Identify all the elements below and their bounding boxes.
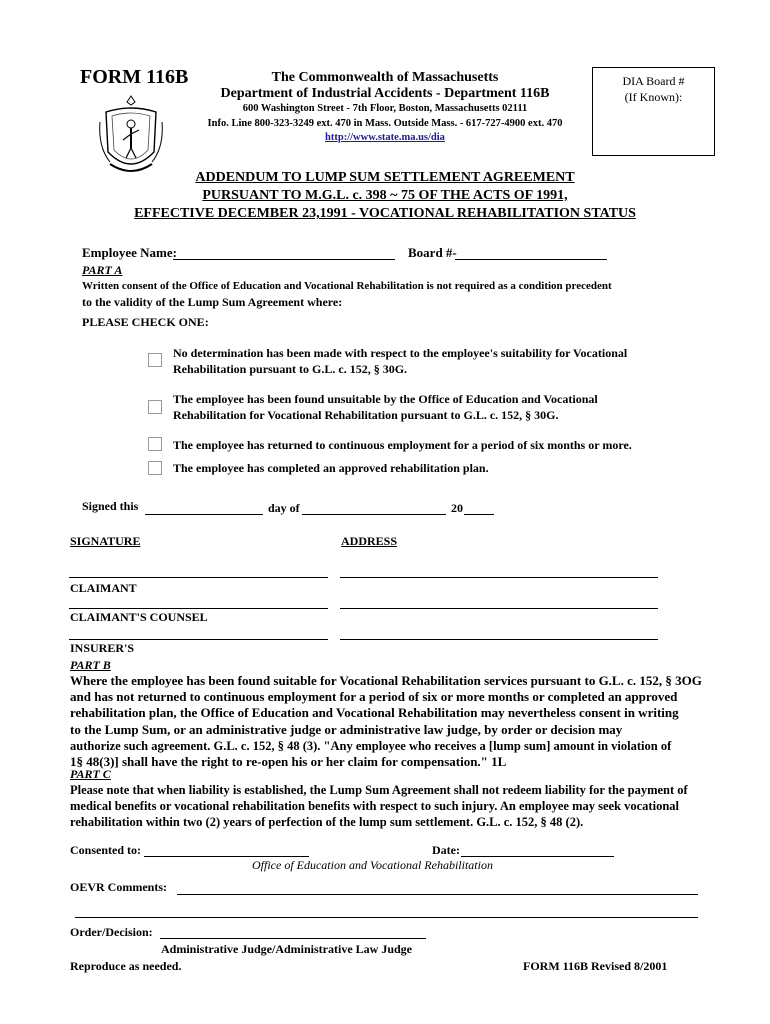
part-b-line: and has not returned to continuous employment for a period of six or more months or completed an approved [70, 689, 678, 705]
judge-caption: Administrative Judge/Administrative Law Judge [161, 942, 413, 956]
board-box-sublabel: (If Known): [624, 90, 683, 104]
claimant-label: CLAIMANT [70, 581, 137, 595]
option-1-text-line2: Rehabilitation pursuant to G.L. c. 152, § 30G. [173, 362, 408, 376]
part-c-line: Please note that when liability is established, the Lump Sum Agreement shall not redeem liability for the payment of [70, 783, 688, 797]
day-of-label: day of [268, 501, 300, 515]
option-2-checkbox[interactable] [148, 400, 162, 414]
title-line2: PURSUANT TO M.G.L. c. 398 ~ 75 OF THE ACTS OF 1991, [202, 188, 568, 203]
signed-year-field[interactable] [464, 514, 494, 515]
date-label: Date: [432, 843, 460, 857]
part-c-line: medical benefits or vocational rehabilitation benefits with respect to such injury. An employee may seek vocational [70, 799, 679, 814]
option-1-text-line1: No determination has been made with respect to the employee's suitability for Vocational [173, 346, 628, 360]
info-line: Info. Line 800-323-3249 ext. 470 in Mass. Outside Mass. - 617-727-4900 ext. 470 [207, 118, 563, 129]
insurer-address-field[interactable] [340, 639, 658, 640]
seal-icon [96, 92, 166, 180]
consented-to-label: Consented to: [70, 843, 141, 857]
part-b-line: to the Lump Sum, or an administrative judge or administrative law judge, by order or decision may [70, 721, 623, 737]
claimant-counsel-label: CLAIMANT'S COUNSEL [70, 610, 208, 624]
option-2-text-line2: Rehabilitation for Vocational Rehabilitation pursuant to G.L. c. 152, § 30G. [173, 408, 559, 422]
claimant-signature-field[interactable] [69, 577, 328, 578]
title-line3: EFFECTIVE DECEMBER 23,1991 - VOCATIONAL REHABILITATION STATUS [134, 206, 636, 221]
option-3-text: The employee has returned to continuous employment for a period of six months or more. [173, 438, 632, 452]
signed-month-field[interactable] [302, 514, 446, 515]
footer-reproduce: Reproduce as needed. [70, 959, 182, 973]
option-2-text-line1: The employee has been found unsuitable by the Office of Education and Vocational [173, 392, 598, 406]
board-number-label: Board #- [408, 245, 457, 260]
part-b-line: authorize such agreement. G.L. c. 152, § 48 (3). "Any employee who receives a [lump sum] amount in violation of [70, 738, 672, 753]
oevr-comments-label: OEVR Comments: [70, 880, 167, 894]
signature-heading: SIGNATURE [70, 534, 141, 548]
dia-board-box[interactable] [592, 67, 715, 156]
part-b-text [70, 673, 710, 770]
check-one-instruction: PLEASE CHECK ONE: [82, 315, 209, 329]
employee-name-field[interactable] [173, 259, 395, 260]
office-caption: Office of Education and Vocational Rehabilitation [252, 858, 493, 872]
footer-form-revision: FORM 116B Revised 8/2001 [523, 959, 668, 973]
board-box-label: DIA Board # [622, 74, 685, 88]
part-a-heading: PART A [82, 263, 123, 277]
part-c-line: rehabilitation within two (2) years of perfection of the lump sum settlement. G.L. c. 152, § 48 (2). [70, 815, 584, 830]
order-decision-field[interactable] [160, 938, 426, 939]
org-address: 600 Washington Street - 7th Floor, Boston, Massachusetts 02111 [242, 103, 528, 114]
option-4-text: The employee has completed an approved rehabilitation plan. [173, 461, 489, 475]
option-1-checkbox[interactable] [148, 353, 162, 367]
form-id: FORM 116B [80, 66, 189, 88]
org-line2: Department of Industrial Accidents - Department 116B [220, 86, 550, 101]
part-a-text-line2: to the validity of the Lump Sum Agreement where: [82, 295, 343, 309]
oevr-comments-field-2[interactable] [75, 917, 698, 918]
claimant-address-field[interactable] [340, 577, 658, 578]
order-decision-label: Order/Decision: [70, 925, 153, 939]
part-c-heading: PART C [70, 767, 111, 781]
part-b-heading: PART B [70, 658, 111, 672]
part-a-text-line1: Written consent of the Office of Education and Vocational Rehabilitation is not required as a condition precedent [82, 280, 612, 292]
option-3-checkbox[interactable] [148, 437, 162, 451]
employee-name-label: Employee Name: [82, 245, 177, 260]
option-4-checkbox[interactable] [148, 461, 162, 475]
board-number-field[interactable] [455, 259, 607, 260]
insurer-signature-field[interactable] [69, 639, 328, 640]
part-c-text [70, 782, 710, 831]
signed-this-label: Signed this [82, 499, 139, 513]
dia-website-link[interactable]: http://www.state.ma.us/dia [325, 132, 445, 143]
counsel-address-field[interactable] [340, 608, 658, 609]
part-b-line: rehabilitation plan, the Office of Education and Vocational Rehabilitation may nevertheless consent in writing [70, 705, 679, 721]
address-heading: ADDRESS [341, 534, 398, 548]
year-prefix: 20 [451, 501, 463, 515]
consent-date-field[interactable] [461, 856, 614, 857]
part-b-line: Where the employee has been found suitable for Vocational Rehabilitation services pursuant to G.L. c. 152, § 3OG [70, 673, 702, 688]
consented-to-field[interactable] [144, 856, 309, 857]
insurer-label: INSURER'S [70, 641, 135, 655]
commonwealth-seal [96, 92, 166, 180]
oevr-comments-field[interactable] [177, 894, 698, 895]
signed-day-field[interactable] [145, 514, 263, 515]
org-line1: The Commonwealth of Massachusetts [271, 70, 499, 85]
counsel-signature-field[interactable] [69, 608, 328, 609]
title-line1: ADDENDUM TO LUMP SUM SETTLEMENT AGREEMENT [195, 170, 575, 185]
part-b-line: 1§ 48(3)] shall have the right to re-open his or her claim for compensation." 1L [70, 754, 507, 770]
